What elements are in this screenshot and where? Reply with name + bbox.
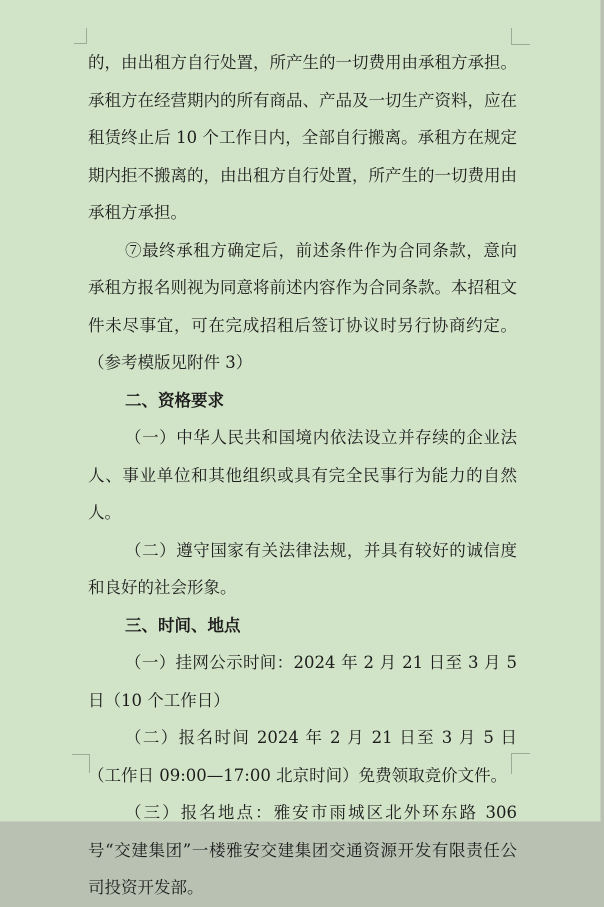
- paragraph-lease-disposal-continuation: 的，由出租方自行处置，所产生的一切费用由承租方承担。承租方在经营期内的所有商品、产品及一切生产资料，应在租赁终止后 10 个工作日内，全部自行搬离。承租方在规定期内拒不搬离的，由出租方自行处置，所产生的一切费用由承租方承担。: [88, 53, 517, 222]
- paragraph-registration-location: （三）报名地点：雅安市雨城区北外环东路 306 号“交建集团”一楼雅安交建集团交通资源开发有限责任公司投资开发部。: [88, 803, 517, 897]
- paragraph-registration-time: （二）报名时间 2024 年 2 月 21 日至 3 月 5 日（工作日 09:00—17:00 北京时间）免费领取竞价文件。: [88, 728, 517, 785]
- paragraph-qualification-item-2: （二）遵守国家有关法律法规，并具有较好的诚信度和良好的社会形象。: [88, 540, 517, 597]
- paragraph-publicity-time: （一）挂网公示时间：2024 年 2 月 21 日至 3 月 5 日（10 个工作日）: [88, 653, 517, 710]
- heading-qualification-requirements: 二、资格要求: [125, 390, 224, 410]
- paragraph-item7-contract-terms: ⑦最终承租方确定后，前述条件作为合同条款，意向承租方报名则视为同意将前述内容作为合同条款。本招租文件未尽事宜，可在完成招租后签订协议时另行协商约定。（参考模版见附件 3）: [88, 240, 517, 372]
- document-body: [88, 44, 517, 907]
- margin-crop-mark-top-right: [511, 28, 530, 45]
- heading-time-and-location: 三、时间、地点: [125, 615, 241, 635]
- paragraph-qualification-item-1: （一）中华人民共和国境内依法设立并存续的企业法人、事业单位和其他组织或具有完全民事行为能力的自然人。: [88, 428, 517, 522]
- margin-crop-mark-top-left: [74, 28, 87, 44]
